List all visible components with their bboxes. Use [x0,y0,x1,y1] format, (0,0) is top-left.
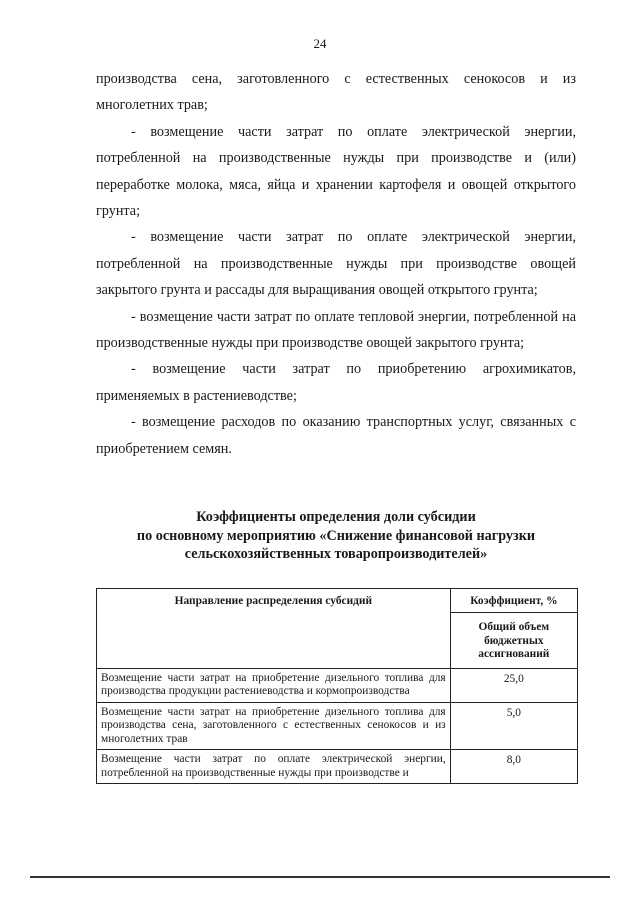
table-row [97,702,578,750]
column-header-direction: Направление распределения субсидий [97,589,451,669]
section-heading [96,508,576,564]
direction-cell: Возмещение части затрат на приобретение дизельного топлива для производства сена, заготовленного с естественных сенокосов и из многолетних трав [97,702,451,750]
paragraph: - возмещение части затрат по оплате электрической энергии, потребленной на производственные нужды при производстве овощей закрытого грунта и рассады для выращивания овощей открытого грунта; [96,229,576,299]
heading-line: сельскохозяйственных товаропроизводителей» [184,546,488,562]
paragraph: производства сена, заготовленного с естественных сенокосов и из многолетних трав; [96,71,576,114]
paragraph: - возмещение части затрат по приобретению агрохимикатов, применяемых в растениеводстве; [96,361,576,404]
bottom-edge-line [30,876,610,878]
column-header-coefficient: Коэффициент, % [450,589,577,613]
coefficient-cell: 5,0 [450,702,577,750]
column-header-budget: Общий объем бюджетных ассигнований [450,613,577,669]
heading-line: по основному мероприятию «Снижение финансовой нагрузки [136,527,536,544]
direction-cell: Возмещение части затрат на приобретение дизельного топлива для производства продукции растениеводства и кормопроизводства [97,668,451,702]
table-row [97,668,578,702]
body-text [96,66,576,462]
heading-line: Коэффициенты определения доли субсидии [196,509,476,525]
subsidy-coefficients-table [96,588,578,784]
coefficient-cell: 25,0 [450,668,577,702]
coefficient-cell: 8,0 [450,750,577,784]
paragraph: - возмещение части затрат по оплате тепловой энергии, потребленной на производственные нужды при производстве овощей закрытого грунта; [96,308,576,352]
paragraph: - возмещение части затрат по оплате электрической энергии, потребленной на производственные нужды при производстве и (или) переработке молока, мяса, яйца и хранении картофеля и овощей открытого грунта; [96,123,576,220]
paragraph: - возмещение расходов по оказанию транспортных услуг, связанных с приобретением семян. [96,414,576,457]
page-number: 24 [313,36,327,51]
direction-cell: Возмещение части затрат по оплате электрической энергии, потребленной на производственные нужды при производстве и [97,750,451,784]
table-row [97,750,578,784]
table-header-row [97,589,578,613]
